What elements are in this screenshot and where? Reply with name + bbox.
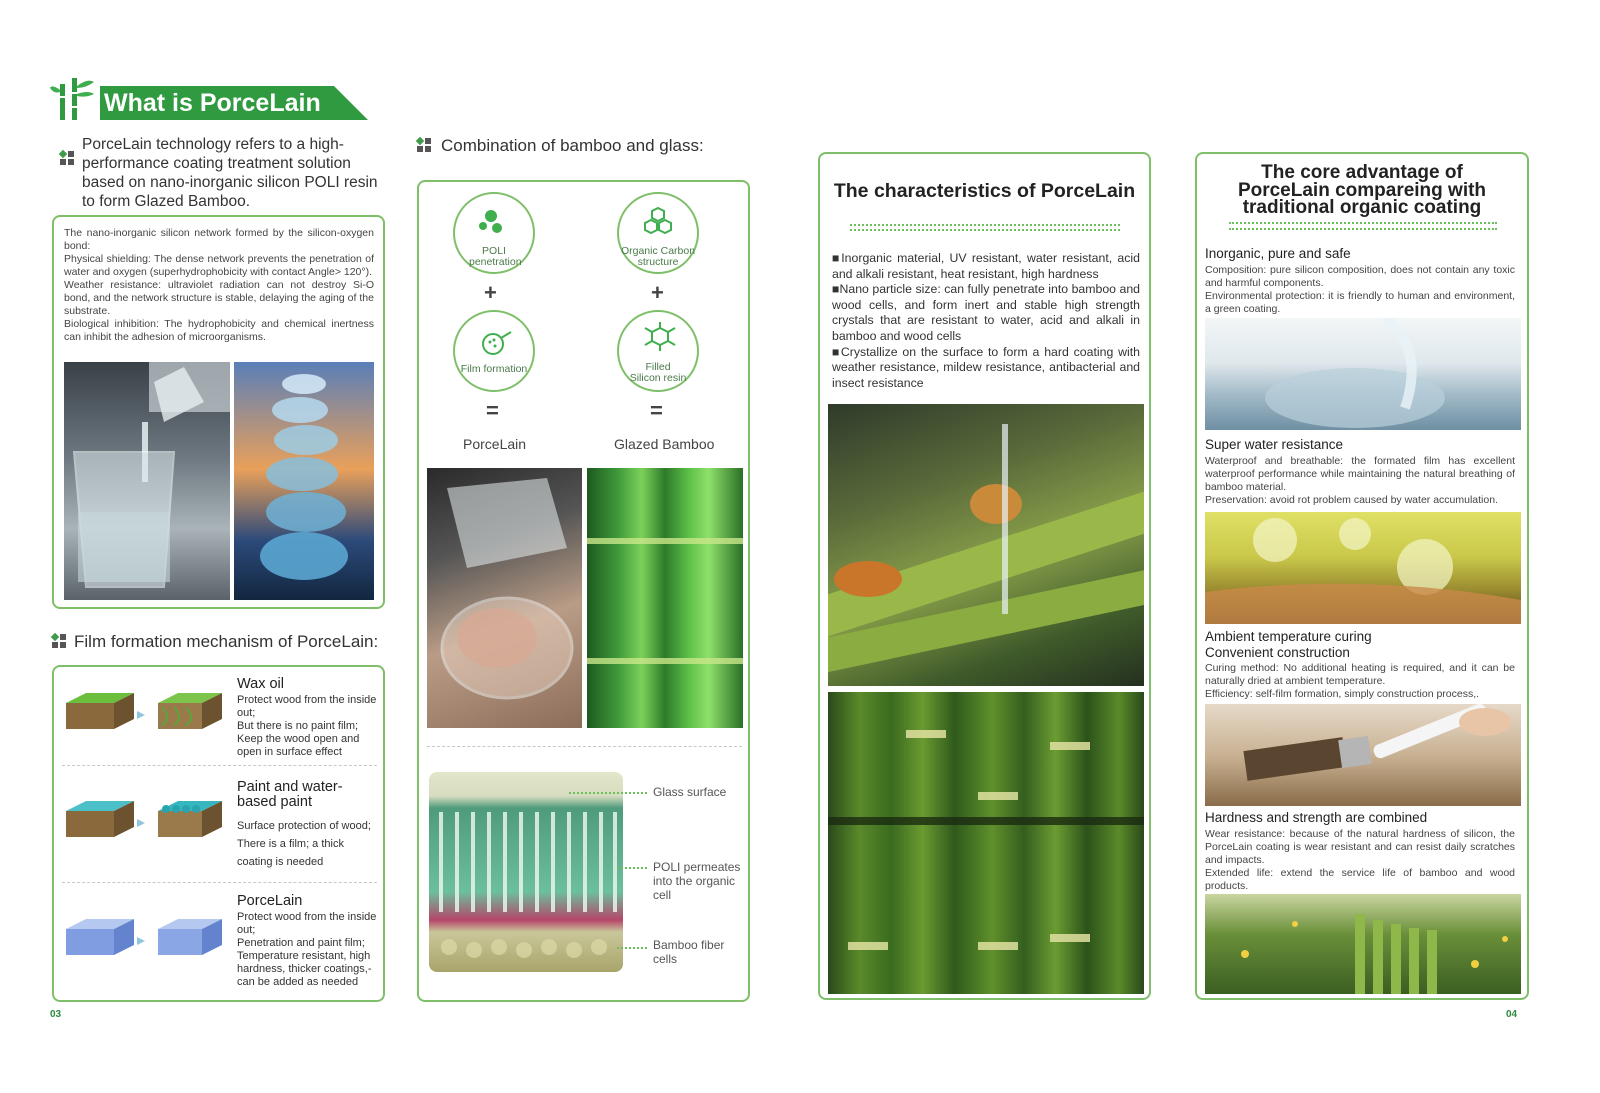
glass-stones-photo bbox=[234, 362, 374, 600]
advantage-panel bbox=[1195, 152, 1529, 1000]
equals-right: = bbox=[650, 398, 663, 423]
bamboo-water-fountain-photo bbox=[828, 404, 1144, 686]
advantage-title-underline-2 bbox=[1229, 228, 1497, 230]
title-banner bbox=[100, 86, 368, 120]
clear-resin-photo bbox=[427, 468, 582, 728]
film-icon bbox=[479, 330, 513, 358]
intro-box-text: The nano-inorganic silicon network formed by the silicon-oxygen bond: Physical shielding: The dense network prevents the penetration of water and oxygen (superhydrophobicity with contact Angle> 120°). Weather resistance: ultraviolet radiation can not destroy Si-O bond, and the network structure is stable, delaying the aging of the substrate. Biological inhibition: The hydrophobicity and chemical inertness can inhibit the adhesion of microorganisms. bbox=[64, 227, 374, 343]
water-droplets-photo bbox=[1205, 512, 1521, 624]
intro-heading: PorceLain technology refers to a high-performance coating treatment solution based on nano-inorganic silicon POLI resin to form Glazed Bamboo. bbox=[82, 136, 378, 210]
green-bamboo-photo bbox=[587, 468, 743, 728]
poli-penetration-circle bbox=[453, 192, 535, 274]
intro-bullet-icon bbox=[60, 150, 82, 168]
molecule-icon bbox=[643, 322, 677, 352]
result-glazed-bamboo: Glazed Bamboo bbox=[614, 436, 715, 452]
advantage-title: The core advantage of PorceLain compareing with traditional organic coating bbox=[1237, 162, 1487, 218]
page-number-left: 03 bbox=[50, 1009, 62, 1020]
advantage-title-underline bbox=[1229, 222, 1497, 224]
advantage-text-4: Wear resistance: because of the natural hardness of silicon, the PorceLain coating is wear resistant and can resist daily scratches and impacts. Extended life: extend the service life of bamboo and wood products. bbox=[1205, 828, 1515, 892]
label-line-poli bbox=[617, 867, 647, 869]
filled-silicon-label: Filled Silicon resin bbox=[629, 361, 687, 384]
film-item-2-title: Paint and water-based paint bbox=[237, 779, 343, 810]
advantage-text-1: Composition: pure silicon composition, does not contain any toxic and harmful components. Environmental protection: it is friendly to human and environment, a green coating. bbox=[1205, 264, 1515, 315]
film-heading: Film formation mechanism of PorceLain: bbox=[74, 632, 379, 651]
dots-icon bbox=[477, 208, 511, 236]
hexagon-icon bbox=[641, 206, 675, 234]
equals-left: = bbox=[486, 398, 499, 423]
film-formation-circle bbox=[453, 310, 535, 392]
film-panel bbox=[52, 665, 385, 1002]
advantage-head-1: Inorganic, pure and safe bbox=[1205, 246, 1351, 261]
porcelain-diagram bbox=[62, 915, 222, 965]
label-line-glass bbox=[569, 792, 647, 794]
bamboo-fence-photo bbox=[1205, 894, 1521, 994]
characteristics-title-underline bbox=[850, 224, 1120, 226]
bamboo-cross-section-image bbox=[429, 772, 623, 972]
label-line-fiber bbox=[617, 947, 647, 949]
plus-left: + bbox=[484, 280, 497, 305]
advantage-head-4: Hardness and strength are combined bbox=[1205, 810, 1428, 825]
film-item-3-text: Protect wood from the inside out; Penetration and paint film; Temperature resistant, high hardness, thicker coatings,-can be added as needed bbox=[237, 911, 377, 988]
plus-right: + bbox=[651, 280, 664, 305]
film-item-3-title: PorceLain bbox=[237, 893, 303, 909]
advantage-head-3: Ambient temperature curing Convenient construction bbox=[1205, 629, 1372, 660]
wax-oil-diagram bbox=[62, 689, 222, 739]
filled-silicon-circle bbox=[617, 310, 699, 392]
advantage-text-3: Curing method: No additional heating is required, and it can be naturally dried at ambient temperature. Efficiency: self-film formation, simply construction process,. bbox=[1205, 662, 1515, 700]
film-item-1-title: Wax oil bbox=[237, 676, 284, 692]
square-bullet-icon: ■ bbox=[832, 344, 841, 359]
combo-heading: Combination of bamboo and glass: bbox=[441, 136, 704, 155]
film-bullet-icon bbox=[52, 633, 74, 651]
characteristics-title: The characteristics of PorceLain bbox=[833, 180, 1136, 202]
characteristics-bullet-3: ■Crystallize on the surface to form a hard coating with weather resistance, mildew resistance, antibacterial and insect resistance bbox=[832, 344, 1140, 390]
square-bullet-icon: ■ bbox=[832, 282, 840, 297]
combo-bullet-icon bbox=[417, 137, 439, 155]
square-bullet-icon: ■ bbox=[832, 251, 842, 265]
water-pour-photo bbox=[64, 362, 230, 600]
page-number-right: 04 bbox=[1506, 1009, 1518, 1020]
characteristics-bullet-1: ■Inorganic material, UV resistant, water resistant, acid and alkali resistant, heat resistant, high hardness bbox=[832, 251, 1140, 281]
wet-bamboo-photo bbox=[828, 692, 1144, 994]
characteristics-panel bbox=[818, 152, 1151, 1000]
page-title: What is PorceLain bbox=[104, 89, 321, 117]
advantage-head-2: Super water resistance bbox=[1205, 437, 1344, 452]
film-formation-label: Film formation bbox=[460, 363, 528, 375]
label-glass-surface: Glass surface bbox=[653, 785, 727, 799]
film-divider-2 bbox=[62, 882, 377, 883]
characteristics-title-underline-2 bbox=[850, 229, 1120, 231]
paint-brush-photo bbox=[1205, 704, 1521, 806]
label-poli-permeates: POLI permeates into the organic cell bbox=[653, 860, 741, 902]
characteristics-bullet-2: ■Nano particle size: can fully penetrate into bamboo and wood cells, and form inert and stable high strength crystals that are resistant to water, acid and alkali in bamboo and wood cells bbox=[832, 282, 1140, 343]
result-porcelain: PorceLain bbox=[463, 436, 527, 452]
bamboo-logo-icon bbox=[50, 76, 96, 122]
water-glass-photo bbox=[1205, 318, 1521, 430]
paint-diagram bbox=[62, 797, 222, 847]
characteristics-bullets bbox=[832, 251, 1140, 391]
intro-panel bbox=[52, 215, 385, 609]
poli-penetration-label: POLI penetration bbox=[469, 245, 522, 268]
film-divider-1 bbox=[62, 765, 377, 766]
organic-carbon-circle bbox=[617, 192, 699, 274]
combo-panel bbox=[417, 180, 750, 1002]
combo-divider bbox=[427, 746, 742, 747]
label-bamboo-fiber: Bamboo fiber cells bbox=[653, 938, 725, 966]
organic-carbon-label: Organic Carbon structure bbox=[620, 245, 696, 268]
advantage-text-2: Waterproof and breathable: the formated film has excellent waterproof performance while maintaining the natural breathing of bamboo material. Preservation: avoid rot problem caused by water accumulation. bbox=[1205, 455, 1515, 506]
film-item-1-text: Protect wood from the inside out; But there is no paint film; Keep the wood open and open in surface effect bbox=[237, 694, 377, 758]
film-item-2-text: Surface protection of wood; There is a film; a thick coating is needed bbox=[237, 820, 371, 868]
